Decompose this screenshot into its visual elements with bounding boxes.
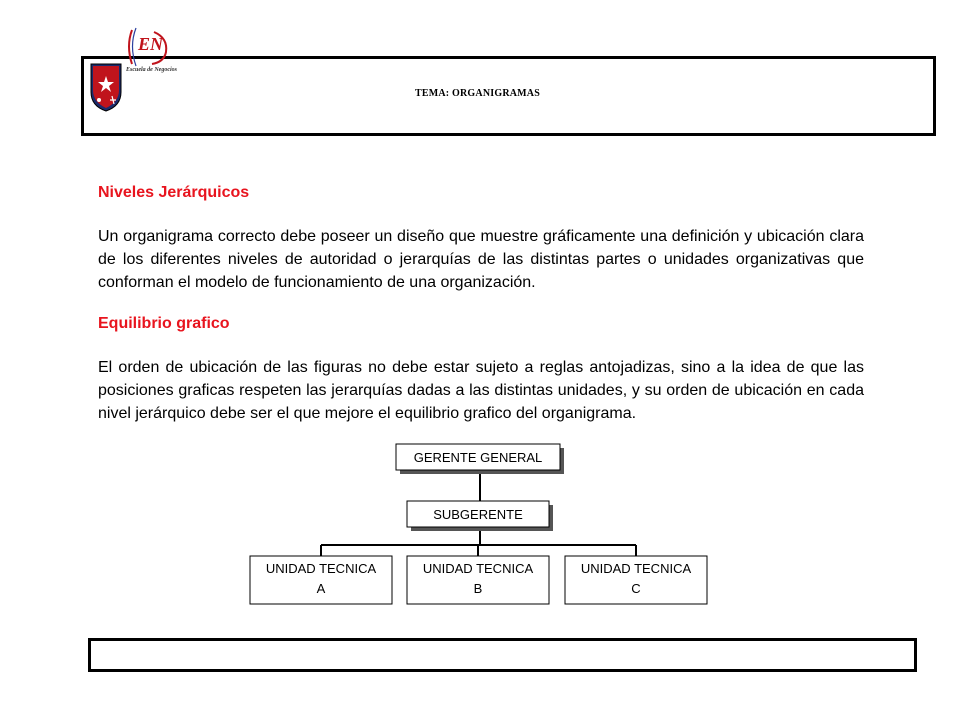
org-box-unidad-a [250,556,392,604]
org-box-gerente-general [396,444,564,474]
org-label-unidad-b-line1: UNIDAD TECNICA [422,561,534,576]
org-label-unidad-a-line1: UNIDAD TECNICA [265,561,377,576]
page-title: TEMA: ORGANIGRAMAS [415,88,540,99]
org-label-subgerente: SUBGERENTE [433,507,523,522]
org-chart-diagram [240,440,720,610]
org-box-unidad-b [407,556,549,604]
org-box-subgerente [407,501,553,531]
org-box-unidad-c [565,556,707,604]
section-body-equilibrio: El orden de ubicación de las figuras no debe estar sujeto a reglas antojadizas, sino a la idea de que las posiciones graficas respeten las jerarquías dadas a las distintas unidades, y su orden de ubicación en cada nivel jerárquico debe ser el que mejore el equilibrio grafico del organigrama. [98,359,864,422]
shield-logo-icon [90,62,122,112]
school-monogram-icon [124,26,174,68]
org-label-gerente-general: GERENTE GENERAL [413,450,543,465]
section-body-niveles: Un organigrama correcto debe poseer un diseño que muestre gráficamente una definición y ubicación clara de los diferentes niveles de autoridad o jerarquías de las distintas partes o unidades organizativas que conforman el modelo de funcionamiento de una organización. [98,228,864,291]
org-label-unidad-b-line2: B [473,581,483,596]
org-label-unidad-a-line2: A [316,581,326,596]
section-heading-equilibrio: Equilibrio grafico [98,315,230,332]
org-label-unidad-c-line1: UNIDAD TECNICA [580,561,692,576]
footer-box [88,638,917,672]
monogram-text: EN [138,34,164,54]
section-heading-niveles: Niveles Jerárquicos [98,184,250,201]
school-name: Escuela de Negocios [126,67,177,73]
org-label-unidad-c-line2: C [631,581,641,596]
